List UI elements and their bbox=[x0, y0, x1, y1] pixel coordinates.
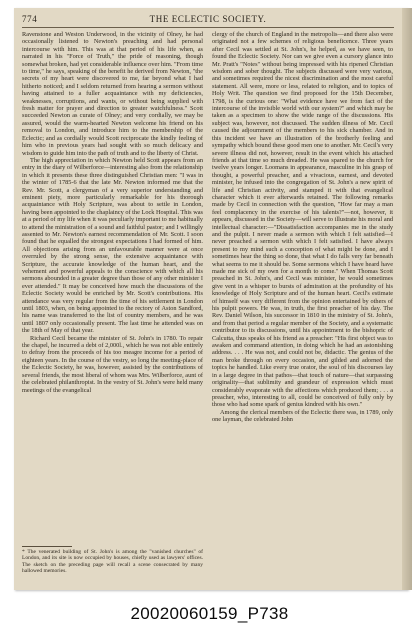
paragraph: Among the clerical members of the Eclectic there was, in 1789, only one layman, the celebrated John bbox=[212, 408, 393, 424]
running-title: THE ECLECTIC SOCIETY. bbox=[149, 14, 267, 24]
right-column bbox=[212, 31, 393, 424]
left-column bbox=[22, 31, 203, 394]
footnote: * The venerated building of St. John's is among the "vanished churches" of London, and its site is now occupied by houses, chiefly used as lawyers' offices. The sketch on the preceding page will recall a scene consecrated by many hallowed memories. bbox=[22, 549, 203, 575]
paragraph: Richard Cecil became the minister of St. John's in 1780. To repair the chapel, he incurred a debt of 2,000l., which he was not able entirely to defray from the proceeds of his too meagre income for a period of eighteen years. In the course of the vestry, so long the meeting-place of the Eclectic Society, he was, however, assisted by the contributions of several friends, the most liberal of whom was Mrs. Wilberforce, aunt of the celebrated philanthropist. In the vestry of St. John's were held many meetings of the evangelical bbox=[22, 334, 203, 394]
paragraph: The high appreciation in which Newton held Scott appears from an entry in the diary of Wilberforce—interesting also from the relationship in which it presents these three distinguished Christian men: "I was in the winter of 1785-6 that the late Mr. Newton informed me that the Rev. Mr. Scott, a clergyman of a very superior understanding and eminent piety, more particularly remarkable for his thorough acquaintance with Holy Scripture, was about to settle in London, having been appointed to the chaplaincy of the Lock Hospital. This was at a period of my life when it was peculiarly important to me habitually to attend the ministration of a sound and faithful pastor; and I willingly assented to Mr. Newton's earnest recommendation of Mr. Scott. I soon found that he equalled the strongest expectations I had formed of him. All objections arising from an unfavourable manner were at once overruled by the strong sense, the extensive acquaintance with Scripture, the accurate knowledge of the human heart, and the vehement and powerful appeals to the conscience with which all his sermons abounded in a greater degree than those of any other minister I ever attended." It may be conceived how much the discussions of the Eclectic Society would be enriched by Mr. Scott's contributions. His attendance was very regular from the time of his settlement in London until 1803, when, on being appointed to the rectory of Aston Sandford, his name was transferred to the list of country members, and he was until 1807 only occasionally present. The last time he attended was on the 18th of May of that year. bbox=[22, 156, 203, 335]
image-id-caption: 20020060159_P738 bbox=[130, 604, 289, 623]
header-rule bbox=[22, 27, 394, 28]
footnote-rule bbox=[22, 546, 72, 547]
page-edge bbox=[402, 8, 412, 590]
page-number: 774 bbox=[22, 14, 38, 24]
paragraph: Ravenstone and Weston Underwood, in the vicinity of Olney, he had occasionally listened to Newton's preaching and had personal intercourse with him. This was at that period of his life when, as narrated in his "Force of Truth," the pride of reasoning, though somewhat broken, had yet considerable influence over him. "From time to time," he says, speaking of the benefit he derived from Newton, "the secrets of my heart were discovered to me, far beyond what I had hitherto noticed; and I seldom returned from hearing a sermon without having attained to a fuller acquaintance with my deficiencies, weaknesses, corruptions, and wants, or without being supplied with fresh matter for prayer and direction to greater watchfulness." Scott succeeded Newton as curate of Olney; and very cordially, we may be assured, would the warm-hearted Newton welcome his friend on his removal to London, and introduce him to the membership of the Eclectic; and as cordially would Scott reciprocate the kindly feeling of him who in previous years had sought with so much delicacy and wisdom to guide him into the path of truth and to the liberty of Christ. bbox=[22, 31, 203, 157]
paragraph: clergy of the church of England in the metropolis—and there also were originated not a few schemes of religious beneficence. Three years after Cecil was settled at St. John's, he helped, as we have seen, to found the Eclectic Society. Nor can we give even a cursory glance into Mr. Pratt's "Notes" without being impressed with his ripened Christian wisdom and sober thought. The subjects discussed were very various, and sometimes required the nicest discrimination and the most careful statement. All were, more or less, related to religion, and to topics of Holy Writ. The question we find proposed for the 15th December, 1798, is the curious one: "What evidence have we from fact of the intercourse of the invisible world with our system?" and which may be taken as a specimen to show the wide range of the discussions. His subject was, however, not discussed. The sudden illness of Mr. Cecil caused the adjournment of the members to his sick chamber. And in this incident we have an illustration of the brotherly feeling and sympathy which bound these good men one to another. Mr. Cecil's very severe illness did not, however, result in the event which his attached friends at that time so much dreaded. He was spared to the church for twelve years longer. Loomans in appearance, masculine in his grasp of thought, a powerful preacher, and a vivacious, earnest, and devoted minister, he infused into the congregation of St. John's a new spirit of life and Christian activity, and stamped it with that evangelical character which it ever afterwards retained. The following remarks made by Cecil in connection with the question, "How far may a man feel complacency in the exercise of his talents?"—not, however, it appears, discussed in the Society—will serve to illustrate his moral and intellectual character:—"Dissatisfaction accompanies me in the study and the pulpit. I never made a sermon with which I felt satisfied—I never preached a sermon with which I felt satisfied. I have always present to my mind such a conception of what might be done, and I sometimes hear the thing so done, that what I do falls very far beneath what seems to me it should be. Some sermons which I have heard have made me sick of my own for a month to come." When Thomas Scott preached in St. John's, and Cecil was minister, he would sometimes give vent in a whisper to bursts of admiration at the profundity of his knowledge of Holy Scripture and of the human heart. Cecil's estimate of himself was very different from the opinion entertained by others of his pulpit powers. He was, in truth, the first preacher of his day. The Rev. Daniel Wilson, his successor in 1810 in the ministry of St. John's, and from that period a regular member of the Society, and a systematic contributor to its discussions, until his appointment to the bishopric of Calcutta, thus speaks of his friend as a preacher: "His first object was to awaken and command attention, in doing which he had an astonishing address. . . . He was not, and could not be, didactic. The genius of the man broke through on every occasion, and gilded and adorned the topics he handled. Like every true orator, the soul of his discourses lay in a large degree in that pathos—that touch of nature—that surpassing originality—that sublimity and grandeur of expression which must considerably evaporate with the affections which produced them; . . . a preacher, who, interesting to all, could be conceived of fully only by those who had some spark of genius kindred with his own." bbox=[212, 31, 393, 409]
page-header bbox=[22, 14, 394, 28]
